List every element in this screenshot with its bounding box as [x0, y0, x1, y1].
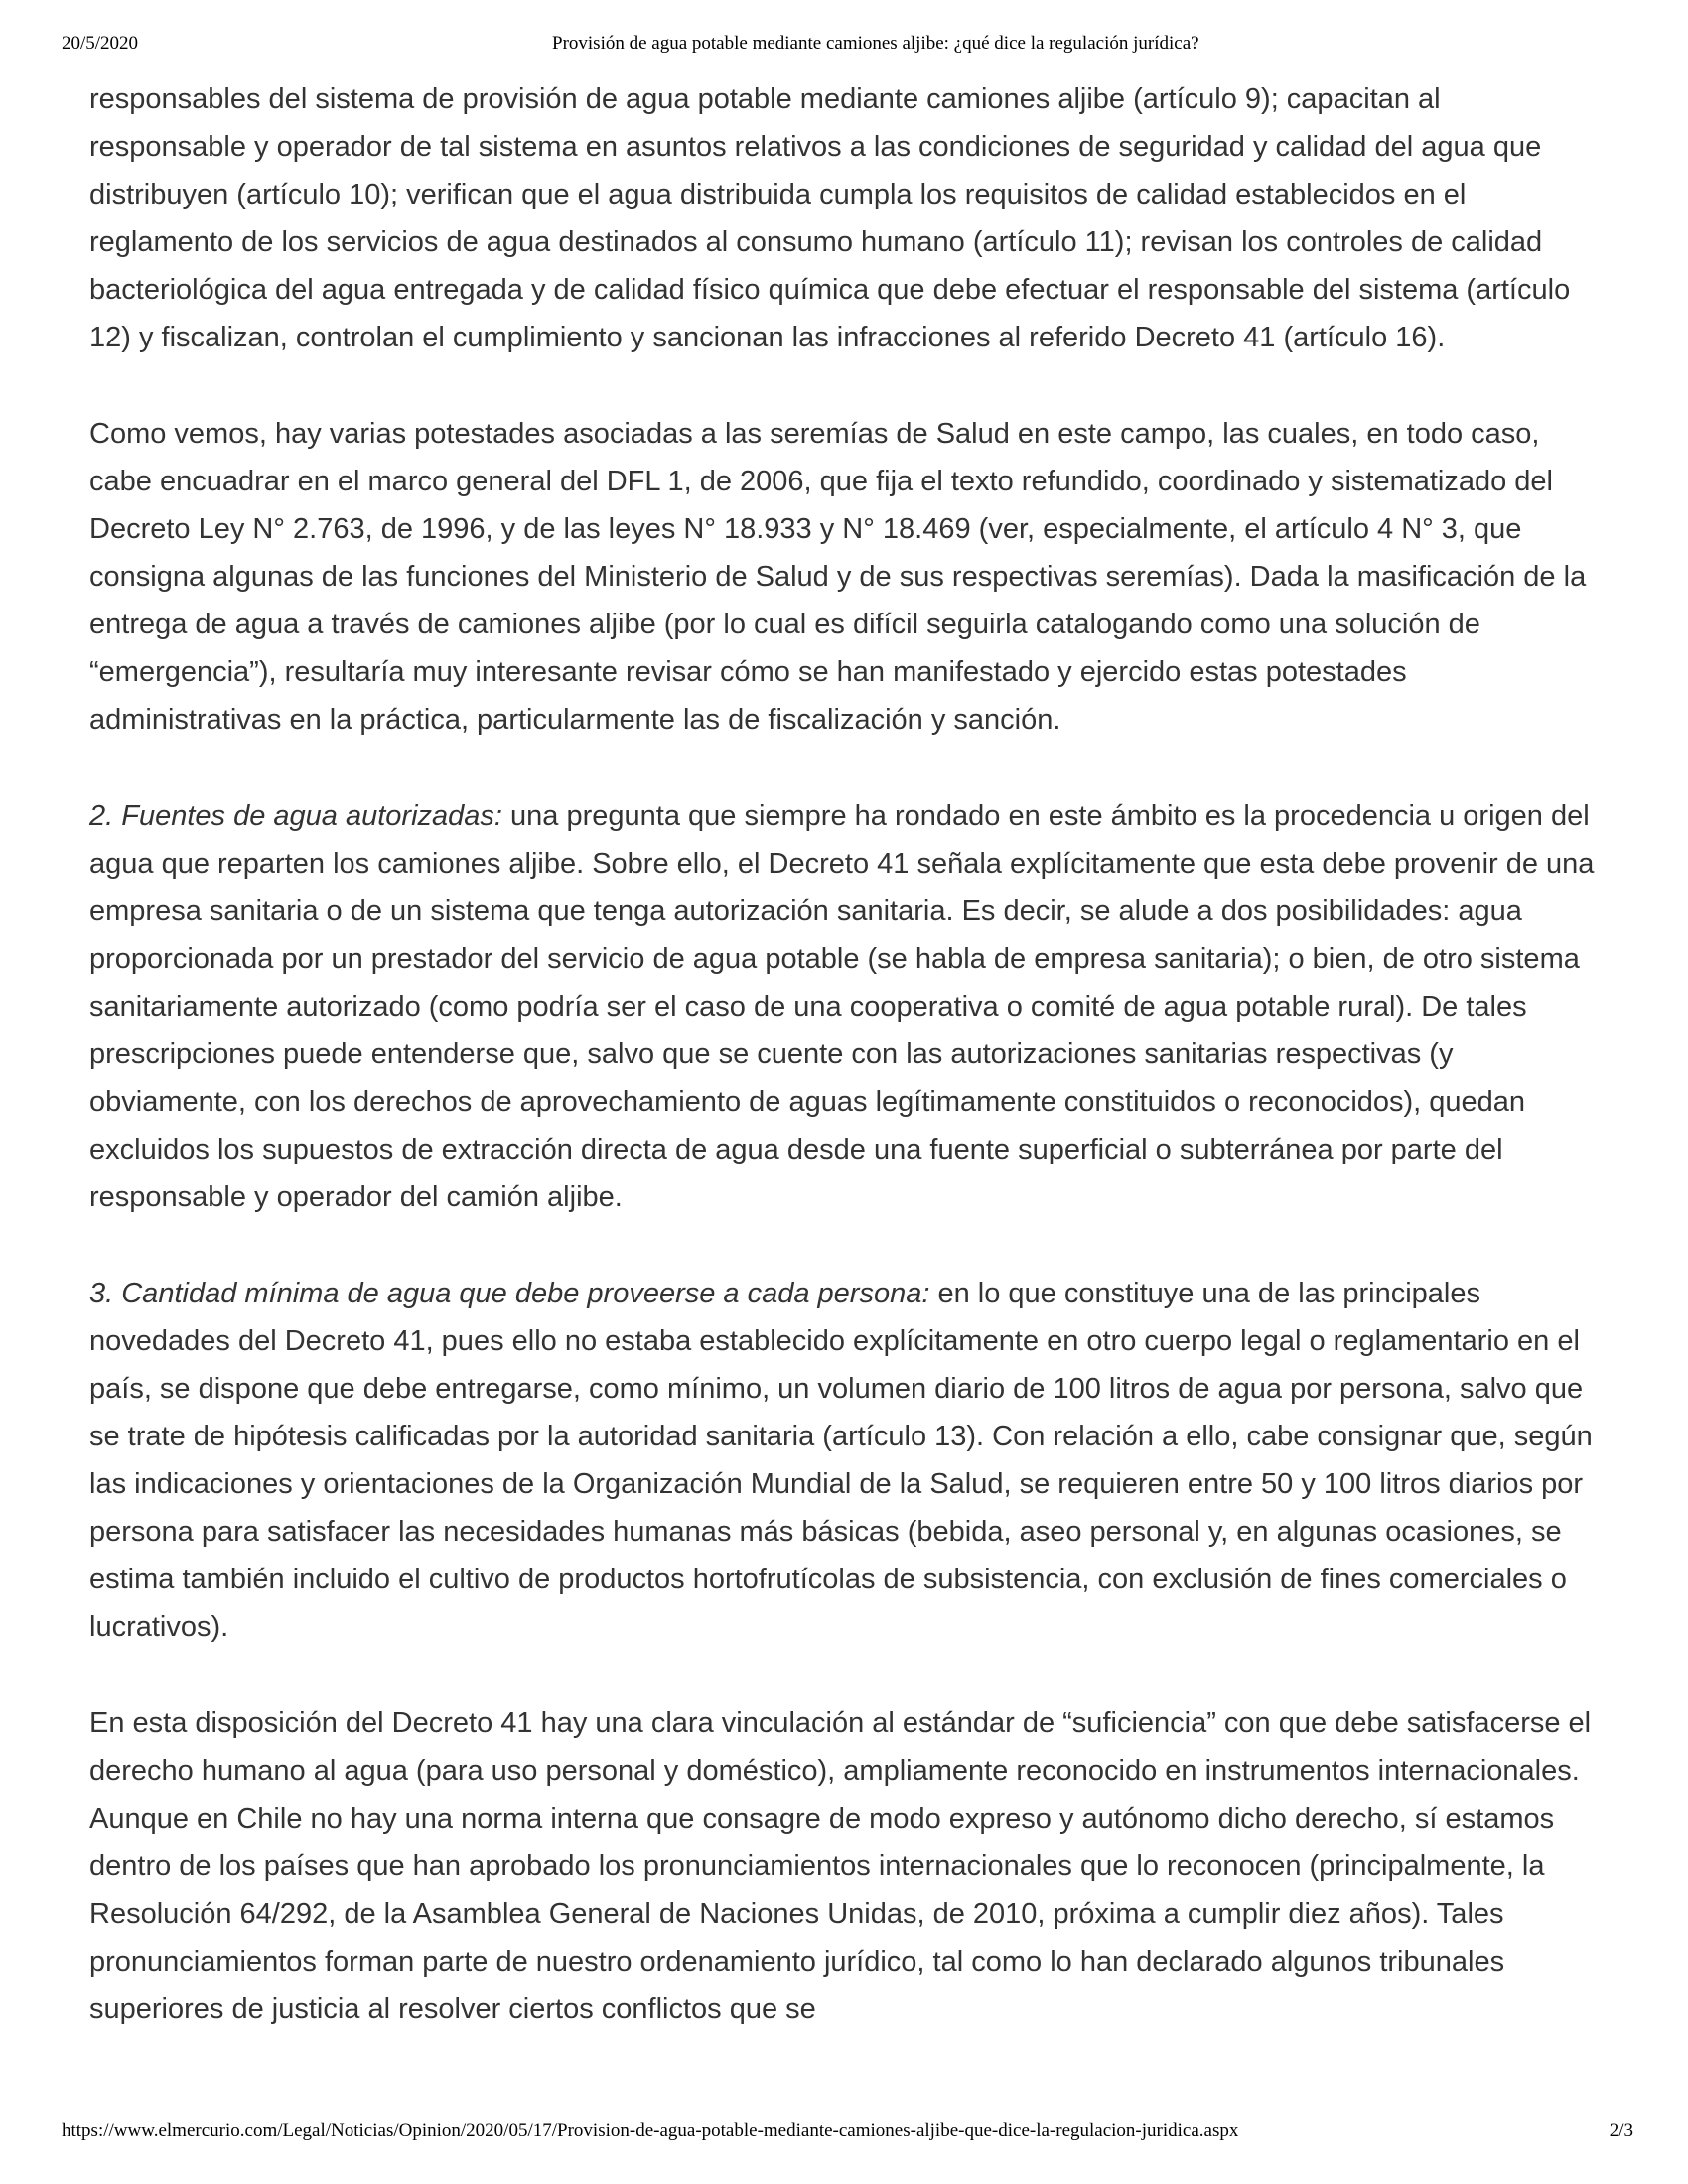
paragraph-text: una pregunta que siempre ha rondado en este ámbito es la procedencia u origen del agua que reparten los camiones aljibe. Sobre ello, el Decreto 41 señala explícitamente que esta debe provenir de una empresa sanitaria o de un sistema que tenga autorización sanitaria. Es decir, se alude a dos posibilidades: agua proporcionada por un prestador del servicio de agua potable (se habla de empresa sanitaria); o bien, de otro sistema sanitariamente autorizado (como podría ser el caso de una cooperativa o comité de agua potable rural). De tales prescripciones puede entenderse que, salvo que se cuente con las autorizaciones sanitarias respectivas (y obviamente, con los derechos de aprovechamiento de aguas legítimamente constituidos o reconocidos), quedan excluidos los supuestos de extracción directa de agua desde una fuente superficial o subterránea por parte del responsable y operador del camión aljibe. — [89, 800, 1595, 1213]
print-header — [0, 31, 1688, 57]
document-title: Provisión de agua potable mediante camiones aljibe: ¿qué dice la regulación jurídica? — [552, 33, 1199, 54]
article-paragraph — [89, 75, 1603, 361]
source-url: https://www.elmercurio.com/Legal/Noticias/Opinion/2020/05/17/Provision-de-agua-potable-mediante-camiones-aljibe-que-dice-la-regulacion-juridica.aspx — [62, 2120, 1239, 2141]
article-paragraph — [89, 792, 1603, 1221]
page-number: 2/3 — [1609, 2120, 1633, 2141]
paragraph-text: En esta disposición del Decreto 41 hay una clara vinculación al estándar de “suficiencia” con que debe satisfacerse el derecho humano al agua (para uso personal y doméstico), ampliamente reconocido en instrumentos internacionales. Aunque en Chile no hay una norma interna que consagre de modo expreso y autónomo dicho derecho, sí estamos dentro de los países que han aprobado los pronunciamientos internacionales que lo reconocen (principalmente, la Resolución 64/292, de la Asamblea General de Naciones Unidas, de 2010, próxima a cumplir diez años). Tales pronunciamientos forman parte de nuestro ordenamiento jurídico, tal como lo han declarado algunos tribunales superiores de justicia al resolver ciertos conflictos que se — [89, 1707, 1592, 2025]
print-date: 20/5/2020 — [62, 33, 139, 54]
print-footer — [0, 2118, 1688, 2144]
article-paragraph — [89, 410, 1603, 744]
paragraph-text: en lo que constituye una de las principales novedades del Decreto 41, pues ello no estaba establecido explícitamente en otro cuerpo legal o reglamentario en el país, se dispone que debe entregarse, como mínimo, un volumen diario de 100 litros de agua por persona, salvo que se trate de hipótesis calificadas por la autoridad sanitaria (artículo 13). Con relación a ello, cabe consignar que, según las indicaciones y orientaciones de la Organización Mundial de la Salud, se requieren entre 50 y 100 litros diarios por persona para satisfacer las necesidades humanas más básicas (bebida, aseo personal y, en algunas ocasiones, se estima también incluido el cultivo de productos hortofrutícolas de subsistencia, con exclusión de fines comerciales o lucrativos). — [89, 1278, 1593, 1643]
paragraph-lead-italic: 3. Cantidad mínima de agua que debe proveerse a cada persona: — [89, 1278, 930, 1309]
paragraph-lead-italic: 2. Fuentes de agua autorizadas: — [89, 800, 502, 832]
paragraph-text: responsables del sistema de provisión de agua potable mediante camiones aljibe (artículo 9); capacitan al responsable y operador de tal sistema en asuntos relativos a las condiciones de seguridad y calidad del agua que distribuyen (artículo 10); verifican que el agua distribuida cumpla los requisitos de calidad establecidos en el reglamento de los servicios de agua destinados al consumo humano (artículo 11); revisan los controles de calidad bacteriológica del agua entregada y de calidad físico química que debe efectuar el responsable del sistema (artículo 12) y fiscalizan, controlan el cumplimiento y sancionan las infracciones al referido Decreto 41 (artículo 16). — [89, 83, 1571, 353]
paragraph-text: Como vemos, hay varias potestades asociadas a las seremías de Salud en este campo, las cuales, en todo caso, cabe encuadrar en el marco general del DFL 1, de 2006, que fija el texto refundido, coordinado y sistematizado del Decreto Ley N° 2.763, de 1996, y de las leyes N° 18.933 y N° 18.469 (ver, especialmente, el artículo 4 N° 3, que consigna algunas de las funciones del Ministerio de Salud y de sus respectivas seremías). Dada la masificación de la entrega de agua a través de camiones aljibe (por lo cual es difícil seguirla catalogando como una solución de “emergencia”), resultaría muy interesante revisar cómo se han manifestado y ejercido estas potestades administrativas en la práctica, particularmente las de fiscalización y sanción. — [89, 418, 1587, 736]
article-paragraph — [89, 1270, 1603, 1651]
article-body — [89, 75, 1603, 2082]
article-paragraph — [89, 1700, 1603, 2033]
